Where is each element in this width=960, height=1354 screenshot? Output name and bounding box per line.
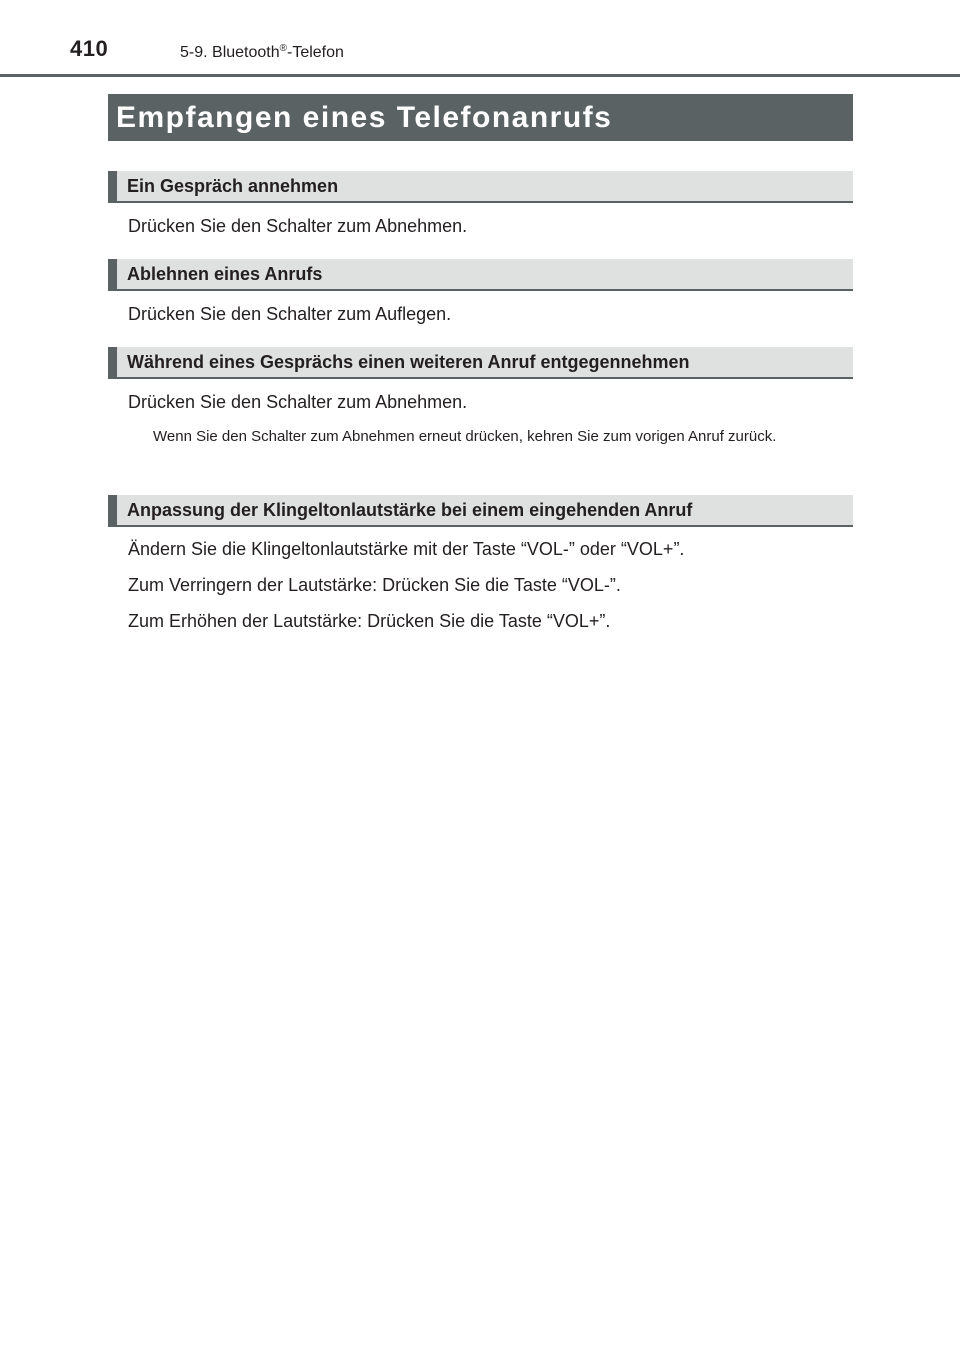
section-answer-call — [108, 171, 853, 203]
section-heading — [108, 171, 853, 203]
section-marker — [108, 171, 117, 203]
header-rule — [0, 74, 960, 77]
page-title: Empfangen eines Telefonanrufs — [116, 101, 613, 134]
section-second-call — [108, 347, 853, 379]
section-heading-label: Ein Gespräch annehmen — [127, 176, 339, 196]
section-marker — [108, 259, 117, 291]
body-text: Ändern Sie die Klingeltonlautstärke mit der Taste “VOL-” oder “VOL+”. — [128, 539, 685, 559]
body-text: Drücken Sie den Schalter zum Abnehmen. — [128, 392, 468, 412]
section-heading — [108, 347, 853, 379]
section-heading — [108, 495, 853, 527]
page-header — [0, 0, 960, 78]
section-reject-call — [108, 259, 853, 291]
note-text: Wenn Sie den Schalter zum Abnehmen erneut drücken, kehren Sie zum vorigen Anruf zurück. — [153, 428, 777, 445]
body-text: Drücken Sie den Schalter zum Auflegen. — [128, 304, 452, 324]
body-text: Zum Erhöhen der Lautstärke: Drücken Sie die Taste “VOL+”. — [128, 611, 611, 631]
chapter-prefix: 5-9. Bluetooth — [180, 44, 280, 61]
section-heading-label: Während eines Gesprächs einen weiteren Anruf entgegennehmen — [127, 352, 690, 372]
chapter-label — [180, 43, 344, 62]
registered-mark: ® — [279, 43, 287, 54]
page-number: 410 — [70, 36, 109, 61]
chapter-suffix: -Telefon — [287, 44, 344, 61]
section-marker — [108, 495, 117, 527]
title-bar — [108, 94, 853, 141]
body-text: Zum Verringern der Lautstärke: Drücken Sie die Taste “VOL-”. — [128, 575, 621, 595]
body-text: Drücken Sie den Schalter zum Abnehmen. — [128, 216, 468, 236]
section-marker — [108, 347, 117, 379]
section-heading-label: Anpassung der Klingeltonlautstärke bei einem eingehenden Anruf — [127, 500, 693, 520]
section-ringtone-volume — [108, 495, 853, 527]
section-heading — [108, 259, 853, 291]
section-heading-label: Ablehnen eines Anrufs — [127, 264, 323, 284]
